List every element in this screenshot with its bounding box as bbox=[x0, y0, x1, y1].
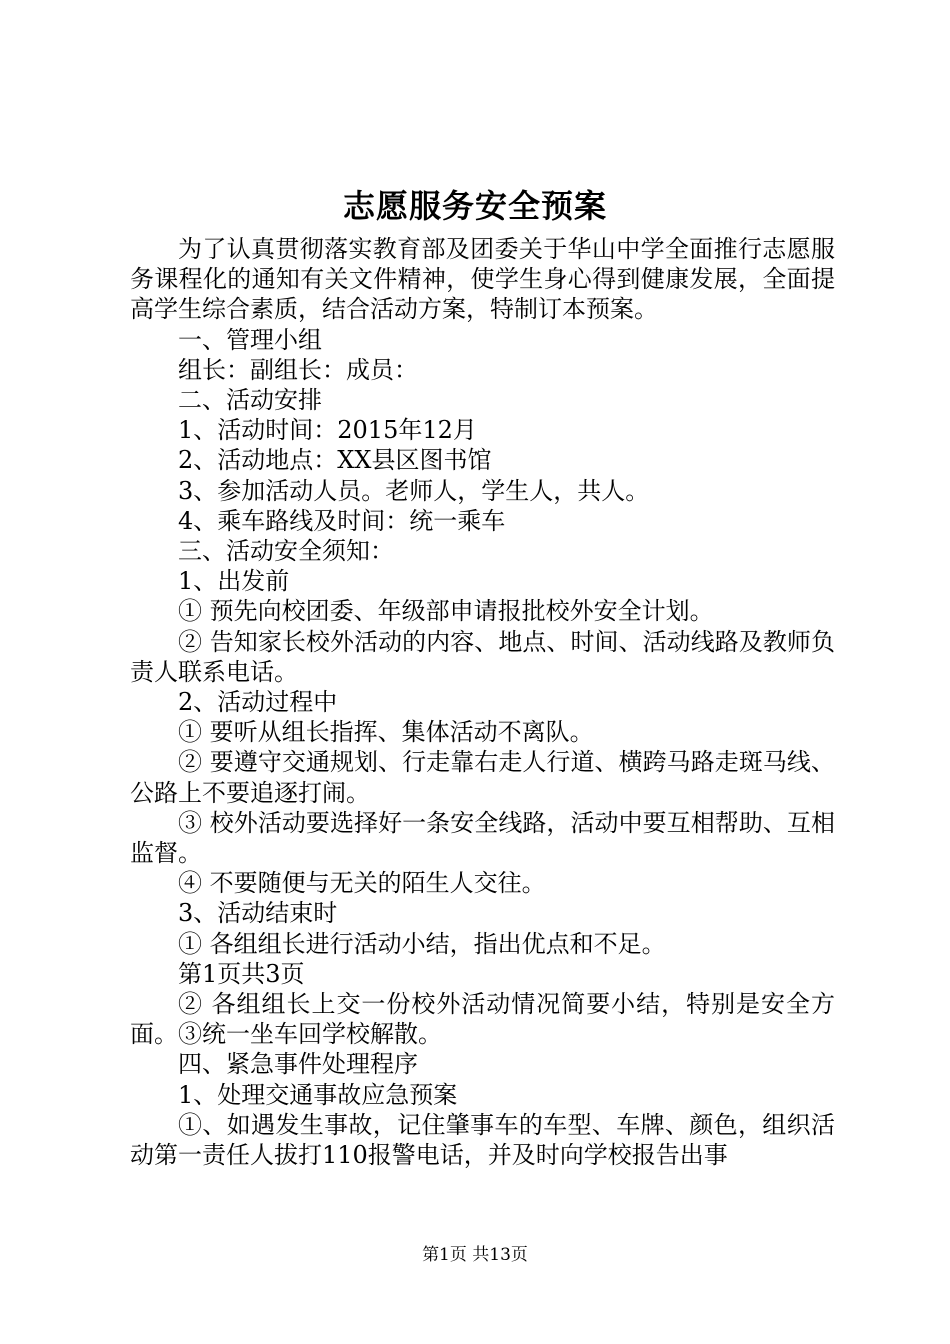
document-title: 志愿服务安全预案 bbox=[342, 187, 607, 225]
paragraph-activity-location: 2、活动地点：XX县区图书馆 bbox=[178, 446, 492, 475]
heading-emergency-procedure: 四、紧急事件处理程序 bbox=[178, 1050, 418, 1079]
inline-page-marker: 第1页共3页 bbox=[178, 959, 305, 988]
heading-activity-arrangement: 二、活动安排 bbox=[178, 386, 322, 415]
paragraph-intro: 为了认真贯彻落实教育部及团委关于华山中学全面推行志愿服务课程化的通知有关文件精神，使学生身心得到健康发展，全面提高学生综合素质，结合活动方案，特制订本预案。 bbox=[130, 235, 835, 324]
list-item: ① 各组组长进行活动小结，指出优点和不足。 bbox=[178, 929, 666, 958]
list-item: ④ 不要随便与无关的陌生人交往。 bbox=[178, 869, 546, 898]
list-item: ② 告知家长校外活动的内容、地点、时间、活动线路及教师负责人联系电话。 bbox=[130, 627, 835, 686]
document-body bbox=[130, 234, 835, 1170]
heading-management-group: 一、管理小组 bbox=[178, 325, 322, 354]
list-item: ② 各组组长上交一份校外活动情况简要小结，特别是安全方面。③统一坐车回学校解散。 bbox=[130, 990, 835, 1049]
heading-safety-notice: 三、活动安全须知： bbox=[178, 537, 394, 566]
page-footer: 第1页 共13页 bbox=[422, 1245, 528, 1265]
subheading-during-activity: 2、活动过程中 bbox=[178, 688, 338, 717]
list-item: ① 要听从组长指挥、集体活动不离队。 bbox=[178, 718, 594, 747]
list-item: ③ 校外活动要选择好一条安全线路，活动中要互相帮助、互相监督。 bbox=[130, 808, 835, 868]
subheading-before-departure: 1、出发前 bbox=[178, 567, 290, 596]
list-item: ①、如遇发生事故，记住肇事车的车型、车牌、颜色，组织活动第一责任人拔打110报警电话，并及时向学校报告出事 bbox=[130, 1110, 835, 1170]
list-item: ② 要遵守交通规划、行走靠右走人行道、横跨马路走斑马线、公路上不要追逐打闹。 bbox=[130, 748, 835, 807]
list-item: ① 预先向校团委、年级部申请报批校外安全计划。 bbox=[178, 597, 714, 626]
paragraph-participants: 3、参加活动人员。老师人，学生人，共人。 bbox=[178, 476, 650, 505]
subheading-activity-end: 3、活动结束时 bbox=[178, 899, 338, 928]
subheading-traffic-accident: 1、处理交通事故应急预案 bbox=[178, 1080, 458, 1109]
paragraph-route-time: 4、乘车路线及时间：统一乘车 bbox=[178, 506, 506, 535]
paragraph-group-members: 组长：副组长：成员： bbox=[178, 355, 418, 384]
paragraph-activity-time: 1、活动时间：2015年12月 bbox=[178, 416, 477, 445]
